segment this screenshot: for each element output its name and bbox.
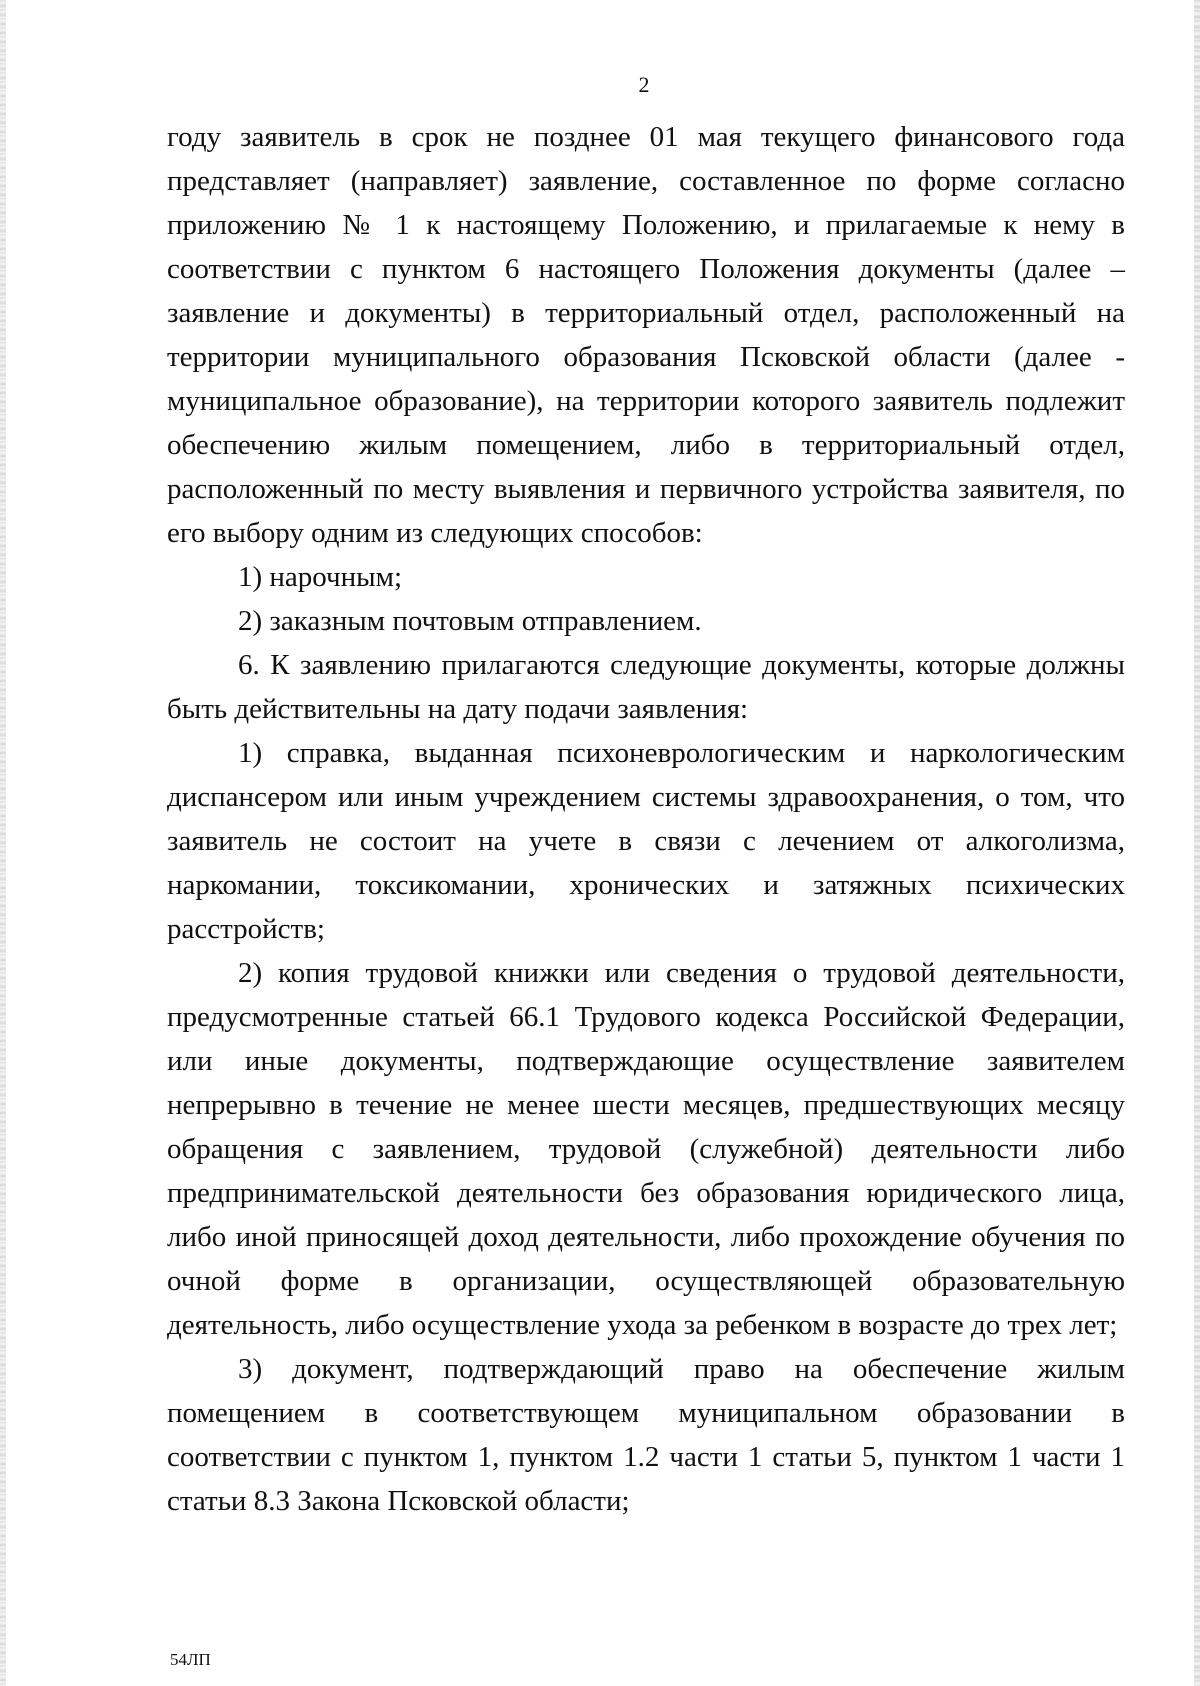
list-item-registered-mail: 2) заказным почтовым отправлением. bbox=[238, 605, 702, 637]
scan-edge-left bbox=[0, 0, 6, 1686]
paragraph-continuation: году заявитель в срок не позднее 01 мая текущего финансового года представляет (направляет) заявление, составленное по форме согласно приложению № 1 к настоящему Положению, и прилагаемые к нему в соответствии с пунктом 6 настоящего Положения документы (далее – заявление и документы) в территориальный отдел, расположенный на территории муниципального образования Псковской области (далее - муниципальное образование), на территории которого заявитель подлежит обеспечению жилым помещением, либо в территориальный отдел, расположенный по месту выявления и первичного устройства заявителя, по его выбору одним из следующих способов: bbox=[167, 121, 1125, 549]
scan-edge-right bbox=[1194, 0, 1200, 1686]
list-item-employment-record: 2) копия трудовой книжки или сведения о трудовой деятельности, предусмотренные статьей 66.1 Трудового кодекса Российской Федерации, или иные документы, подтверждающие осуществление заявителем непрерывно в течение не менее шести месяцев, предшествующих месяцу обращения с заявлением, трудовой (служебной) деятельности либо предпринимательской деятельности без образования юридического лица, либо иной приносящей доход деятельности, либо прохождение обучения по очной форме в организации, осуществляющей образовательную деятельность, либо осуществление ухода за ребенком в возрасте до трех лет; bbox=[167, 957, 1125, 1341]
list-item-by-hand: 1) нарочным; bbox=[238, 561, 403, 593]
list-item-medical-certificate: 1) справка, выданная психоневрологическим и наркологическим диспансером или иным учреждением системы здравоохранения, о том, что заявитель не состоит на учете в связи с лечением от алкоголизма, наркомании, токсикомании, хронических и затяжных психических расстройств; bbox=[167, 737, 1125, 945]
document-body bbox=[167, 115, 1125, 1523]
page-number: 2 bbox=[638, 72, 650, 97]
paragraph-item-6: 6. К заявлению прилагаются следующие документы, которые должны быть действительны на дату подачи заявления: bbox=[167, 649, 1125, 725]
list-item-housing-right-document: 3) документ, подтверждающий право на обеспечение жилым помещением в соответствующем муниципальном образовании в соответствии с пунктом 1, пунктом 1.2 части 1 статьи 5, пунктом 1 части 1 статьи 8.3 Закона Псковской области; bbox=[167, 1353, 1125, 1517]
footer-document-code: 54ЛП bbox=[170, 1650, 211, 1669]
